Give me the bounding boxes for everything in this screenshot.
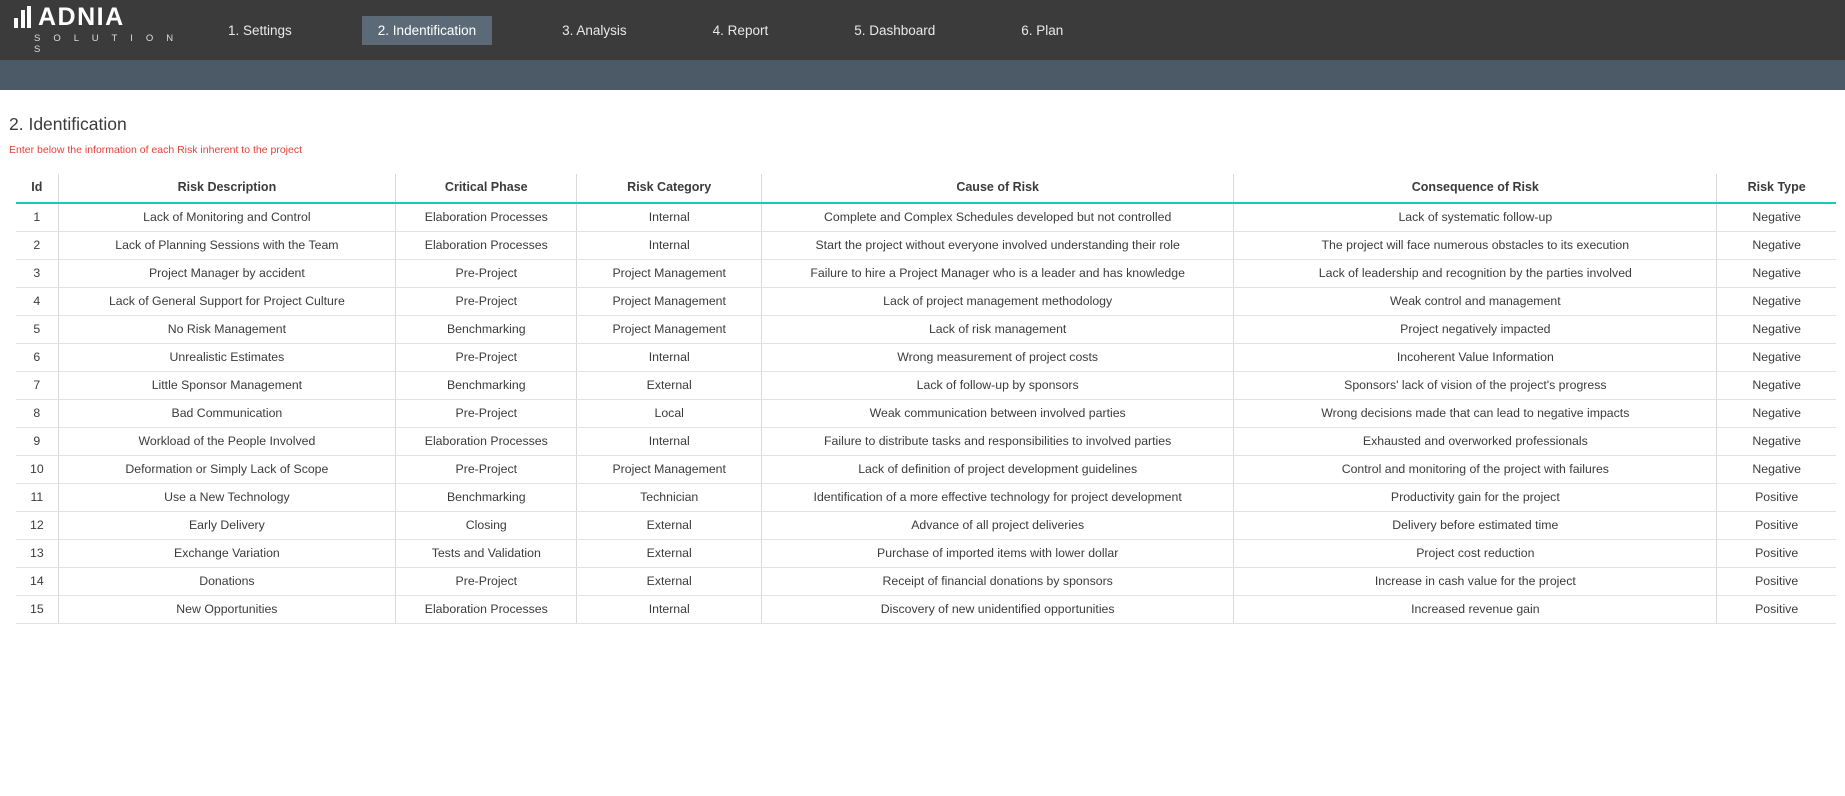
page-header — [0, 90, 1845, 156]
cell-consequence-of-risk[interactable]: Productivity gain for the project — [1234, 483, 1717, 511]
cell-id[interactable]: 11 — [16, 483, 58, 511]
cell-risk-description[interactable]: Use a New Technology — [58, 483, 395, 511]
cell-consequence-of-risk[interactable]: Incoherent Value Information — [1234, 343, 1717, 371]
cell-consequence-of-risk[interactable]: Sponsors' lack of vision of the project's progress — [1234, 371, 1717, 399]
risk-table-container — [0, 174, 1845, 624]
table-row[interactable] — [16, 399, 1836, 427]
bar-chart-icon — [14, 6, 31, 28]
cell-cause-of-risk[interactable]: Weak communication between involved parties — [761, 399, 1233, 427]
brand-logo[interactable] — [14, 2, 184, 55]
table-row[interactable] — [16, 203, 1836, 231]
cell-risk-category[interactable]: External — [577, 371, 762, 399]
cell-id[interactable]: 10 — [16, 455, 58, 483]
cell-risk-type[interactable]: Negative — [1717, 455, 1836, 483]
table-row[interactable] — [16, 343, 1836, 371]
cell-critical-phase[interactable]: Benchmarking — [396, 315, 577, 343]
cell-critical-phase[interactable]: Benchmarking — [396, 371, 577, 399]
cell-cause-of-risk[interactable]: Lack of project management methodology — [761, 287, 1233, 315]
cell-critical-phase[interactable]: Pre-Project — [396, 399, 577, 427]
header-critical-phase[interactable]: Critical Phase — [396, 174, 577, 203]
table-row[interactable] — [16, 539, 1836, 567]
cell-critical-phase[interactable]: Tests and Validation — [396, 539, 577, 567]
cell-critical-phase[interactable]: Benchmarking — [396, 483, 577, 511]
cell-consequence-of-risk[interactable]: Wrong decisions made that can lead to negative impacts — [1234, 399, 1717, 427]
cell-risk-category[interactable]: External — [577, 511, 762, 539]
cell-risk-type[interactable]: Negative — [1717, 315, 1836, 343]
table-row[interactable] — [16, 287, 1836, 315]
cell-risk-category[interactable]: Internal — [577, 595, 762, 623]
cell-risk-type[interactable]: Positive — [1717, 511, 1836, 539]
cell-id[interactable]: 5 — [16, 315, 58, 343]
cell-risk-category[interactable]: Local — [577, 399, 762, 427]
cell-cause-of-risk[interactable]: Start the project without everyone involved understanding their role — [761, 231, 1233, 259]
cell-risk-description[interactable]: Lack of Monitoring and Control — [58, 203, 395, 231]
cell-cause-of-risk[interactable]: Complete and Complex Schedules developed but not controlled — [761, 203, 1233, 231]
cell-consequence-of-risk[interactable]: Exhausted and overworked professionals — [1234, 427, 1717, 455]
header-consequence-of-risk[interactable]: Consequence of Risk — [1234, 174, 1717, 203]
cell-critical-phase[interactable]: Pre-Project — [396, 343, 577, 371]
cell-id[interactable]: 3 — [16, 259, 58, 287]
cell-risk-category[interactable]: Technician — [577, 483, 762, 511]
cell-id[interactable]: 12 — [16, 511, 58, 539]
cell-consequence-of-risk[interactable]: Lack of leadership and recognition by the parties involved — [1234, 259, 1717, 287]
header-risk-category[interactable]: Risk Category — [577, 174, 762, 203]
cell-cause-of-risk[interactable]: Lack of risk management — [761, 315, 1233, 343]
header-risk-type[interactable]: Risk Type — [1717, 174, 1836, 203]
cell-critical-phase[interactable]: Elaboration Processes — [396, 595, 577, 623]
cell-risk-description[interactable]: Lack of General Support for Project Culture — [58, 287, 395, 315]
table-row[interactable] — [16, 455, 1836, 483]
cell-risk-type[interactable]: Negative — [1717, 343, 1836, 371]
cell-cause-of-risk[interactable]: Lack of follow-up by sponsors — [761, 371, 1233, 399]
cell-cause-of-risk[interactable]: Identification of a more effective technology for project development — [761, 483, 1233, 511]
header-id[interactable]: Id — [16, 174, 58, 203]
cell-critical-phase[interactable]: Pre-Project — [396, 455, 577, 483]
cell-risk-category[interactable]: Internal — [577, 231, 762, 259]
cell-risk-type[interactable]: Positive — [1717, 539, 1836, 567]
cell-id[interactable]: 6 — [16, 343, 58, 371]
cell-cause-of-risk[interactable]: Lack of definition of project development guidelines — [761, 455, 1233, 483]
cell-id[interactable]: 15 — [16, 595, 58, 623]
cell-risk-type[interactable]: Positive — [1717, 595, 1836, 623]
cell-risk-category[interactable]: Project Management — [577, 287, 762, 315]
cell-risk-category[interactable]: Internal — [577, 427, 762, 455]
nav-item-identification[interactable]: 2. Indentification — [362, 16, 492, 45]
cell-cause-of-risk[interactable]: Failure to hire a Project Manager who is a leader and has knowledge — [761, 259, 1233, 287]
nav-item-dashboard[interactable]: 5. Dashboard — [854, 22, 936, 38]
cell-id[interactable]: 7 — [16, 371, 58, 399]
cell-consequence-of-risk[interactable]: Increase in cash value for the project — [1234, 567, 1717, 595]
header-risk-description[interactable]: Risk Description — [58, 174, 395, 203]
cell-consequence-of-risk[interactable]: Weak control and management — [1234, 287, 1717, 315]
table-row[interactable] — [16, 315, 1836, 343]
cell-id[interactable]: 2 — [16, 231, 58, 259]
cell-risk-description[interactable]: Little Sponsor Management — [58, 371, 395, 399]
cell-id[interactable]: 13 — [16, 539, 58, 567]
cell-critical-phase[interactable]: Pre-Project — [396, 567, 577, 595]
cell-risk-type[interactable]: Negative — [1717, 231, 1836, 259]
cell-risk-description[interactable]: Lack of Planning Sessions with the Team — [58, 231, 395, 259]
cell-risk-description[interactable]: No Risk Management — [58, 315, 395, 343]
cell-risk-description[interactable]: Bad Communication — [58, 399, 395, 427]
cell-consequence-of-risk[interactable]: Control and monitoring of the project with failures — [1234, 455, 1717, 483]
cell-cause-of-risk[interactable]: Advance of all project deliveries — [761, 511, 1233, 539]
cell-consequence-of-risk[interactable]: Project negatively impacted — [1234, 315, 1717, 343]
top-navigation-bar — [0, 0, 1845, 60]
cell-risk-type[interactable]: Positive — [1717, 483, 1836, 511]
cell-id[interactable]: 8 — [16, 399, 58, 427]
cell-risk-description[interactable]: Workload of the People Involved — [58, 427, 395, 455]
cell-cause-of-risk[interactable]: Discovery of new unidentified opportunities — [761, 595, 1233, 623]
cell-id[interactable]: 1 — [16, 203, 58, 231]
header-cause-of-risk[interactable]: Cause of Risk — [761, 174, 1233, 203]
cell-id[interactable]: 9 — [16, 427, 58, 455]
cell-risk-category[interactable]: Project Management — [577, 315, 762, 343]
cell-risk-type[interactable]: Negative — [1717, 259, 1836, 287]
cell-risk-description[interactable]: Exchange Variation — [58, 539, 395, 567]
cell-cause-of-risk[interactable]: Purchase of imported items with lower dollar — [761, 539, 1233, 567]
cell-risk-type[interactable]: Negative — [1717, 203, 1836, 231]
brand-subtitle: S O L U T I O N S — [34, 32, 179, 55]
table-row[interactable] — [16, 371, 1836, 399]
cell-risk-category[interactable]: Internal — [577, 203, 762, 231]
cell-risk-type[interactable]: Negative — [1717, 371, 1836, 399]
cell-cause-of-risk[interactable]: Wrong measurement of project costs — [761, 343, 1233, 371]
cell-risk-description[interactable]: New Opportunities — [58, 595, 395, 623]
cell-risk-type[interactable]: Negative — [1717, 427, 1836, 455]
cell-critical-phase[interactable]: Elaboration Processes — [396, 427, 577, 455]
cell-critical-phase[interactable]: Elaboration Processes — [396, 203, 577, 231]
risk-table-body — [16, 203, 1836, 623]
table-row[interactable] — [16, 511, 1836, 539]
cell-consequence-of-risk[interactable]: Increased revenue gain — [1234, 595, 1717, 623]
cell-risk-category[interactable]: Project Management — [577, 455, 762, 483]
table-header-row — [16, 174, 1836, 203]
cell-risk-type[interactable]: Negative — [1717, 287, 1836, 315]
cell-risk-category[interactable]: Internal — [577, 343, 762, 371]
cell-id[interactable]: 14 — [16, 567, 58, 595]
nav-item-settings[interactable]: 1. Settings — [228, 22, 292, 38]
cell-critical-phase[interactable]: Elaboration Processes — [396, 231, 577, 259]
nav-items — [212, 16, 1079, 45]
cell-critical-phase[interactable]: Closing — [396, 511, 577, 539]
page-instruction: Enter below the information of each Risk inherent to the project — [9, 144, 302, 156]
cell-consequence-of-risk[interactable]: The project will face numerous obstacles to its execution — [1234, 231, 1717, 259]
risk-table — [16, 174, 1836, 624]
table-row[interactable] — [16, 567, 1836, 595]
cell-consequence-of-risk[interactable]: Lack of systematic follow-up — [1234, 203, 1717, 231]
cell-cause-of-risk[interactable]: Failure to distribute tasks and responsibilities to involved parties — [761, 427, 1233, 455]
page-title: 2. Identification — [9, 114, 127, 134]
cell-id[interactable]: 4 — [16, 287, 58, 315]
cell-critical-phase[interactable]: Pre-Project — [396, 259, 577, 287]
secondary-bar — [0, 60, 1845, 90]
cell-risk-description[interactable]: Donations — [58, 567, 395, 595]
table-row[interactable] — [16, 427, 1836, 455]
cell-risk-category[interactable]: External — [577, 539, 762, 567]
table-row[interactable] — [16, 483, 1836, 511]
nav-item-analysis[interactable]: 3. Analysis — [562, 22, 627, 38]
table-row[interactable] — [16, 595, 1836, 623]
cell-risk-description[interactable]: Deformation or Simply Lack of Scope — [58, 455, 395, 483]
cell-risk-category[interactable]: External — [577, 567, 762, 595]
cell-risk-description[interactable]: Unrealistic Estimates — [58, 343, 395, 371]
cell-critical-phase[interactable]: Pre-Project — [396, 287, 577, 315]
table-row[interactable] — [16, 231, 1836, 259]
cell-cause-of-risk[interactable]: Receipt of financial donations by sponsors — [761, 567, 1233, 595]
cell-consequence-of-risk[interactable]: Project cost reduction — [1234, 539, 1717, 567]
nav-item-report[interactable]: 4. Report — [712, 22, 769, 38]
cell-risk-type[interactable]: Negative — [1717, 399, 1836, 427]
cell-risk-description[interactable]: Project Manager by accident — [58, 259, 395, 287]
cell-risk-description[interactable]: Early Delivery — [58, 511, 395, 539]
brand-name: ADNIA — [38, 2, 125, 31]
nav-item-plan[interactable]: 6. Plan — [1021, 22, 1064, 38]
cell-consequence-of-risk[interactable]: Delivery before estimated time — [1234, 511, 1717, 539]
cell-risk-category[interactable]: Project Management — [577, 259, 762, 287]
cell-risk-type[interactable]: Positive — [1717, 567, 1836, 595]
table-row[interactable] — [16, 259, 1836, 287]
